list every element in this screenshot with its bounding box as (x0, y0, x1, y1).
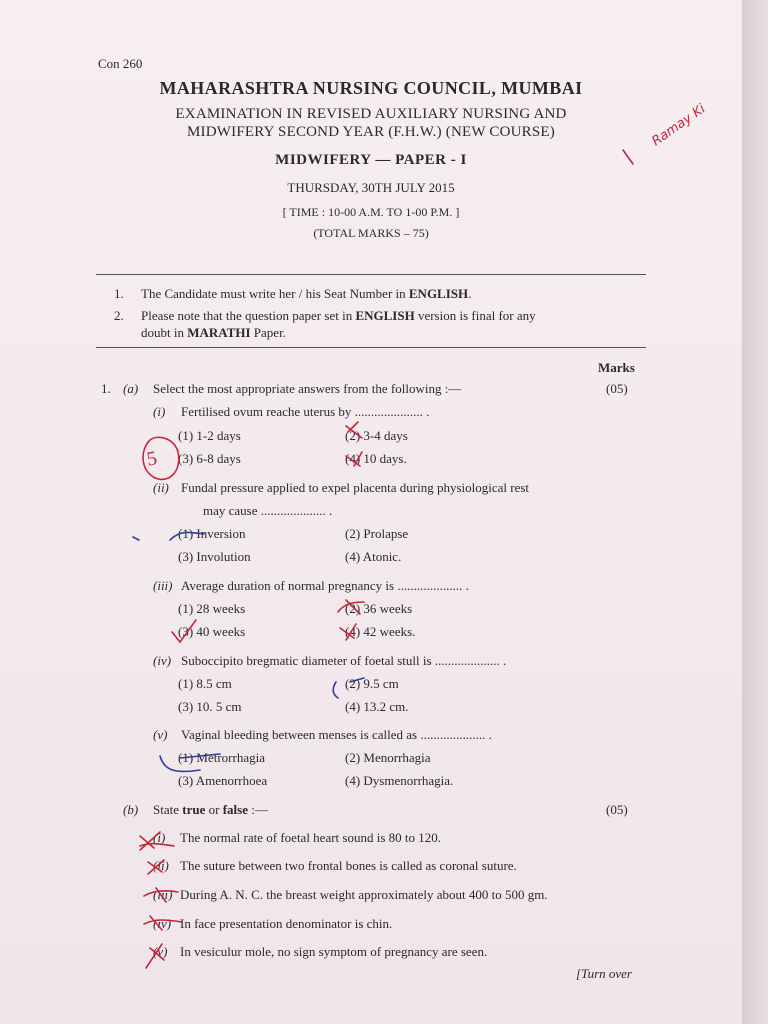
question-b-bold: false (222, 802, 248, 817)
question-number: 1. (101, 381, 111, 396)
paper-title: MIDWIFERY — PAPER - I (275, 152, 467, 168)
divider-bottom (96, 347, 646, 348)
option: (2) 36 weeks (345, 601, 413, 616)
handwritten-signature: Ramay Ki (649, 101, 709, 150)
item-label: (v) (153, 727, 168, 742)
instruction-text: The Candidate must write her / his Seat Number in (141, 286, 409, 301)
exam-date: THURSDAY, 30TH JULY 2015 (287, 180, 455, 195)
item-text: Fertilised ovum reache uterus by ..................... . (181, 404, 430, 419)
exam-time: [ TIME : 10-00 A.M. TO 1-00 P.M. ] (282, 205, 460, 219)
option: (1) Metrorrhagia (178, 750, 265, 765)
option: (1) 8.5 cm (178, 676, 232, 691)
item-label: (ii) (153, 480, 169, 495)
page-edge (742, 0, 768, 1024)
item-label: (v) (153, 944, 168, 959)
option: (1) 1-2 days (178, 428, 241, 443)
item-label: (iv) (153, 653, 172, 668)
question-b-text (153, 802, 268, 818)
total-marks: (TOTAL MARKS – 75) (313, 226, 429, 240)
option: (1) 28 weeks (178, 601, 246, 616)
instruction-text: Please note that the question paper set in (141, 308, 356, 323)
question-b-text-part: :— (247, 802, 268, 817)
statement: The suture between two frontal bones is called as coronal suture. (180, 858, 517, 873)
handwritten-grade: 5 (145, 447, 159, 471)
option: (3) 6-8 days (178, 451, 241, 466)
turn-over-note: [Turn over (576, 966, 632, 981)
option: (4) 10 days. (345, 451, 407, 466)
question-b-text-part: or (205, 802, 223, 817)
option: (3) 40 weeks (178, 624, 246, 639)
item-label: (iv) (153, 916, 172, 931)
item-text: Average duration of normal pregnancy is .................... . (181, 578, 469, 593)
option: (4) Atonic. (345, 549, 402, 564)
instruction-bold: MARATHI (187, 325, 251, 340)
question-part-a: (a) (123, 381, 139, 396)
item-label: (iii) (153, 578, 173, 593)
item-label: (ii) (153, 858, 169, 873)
item-label: (iii) (153, 887, 173, 902)
option: (3) Amenorrhoea (178, 773, 268, 788)
divider-top (96, 274, 646, 275)
question-a-marks: (05) (606, 381, 628, 396)
paper-code: Con 260 (98, 56, 143, 71)
option: (3) Involution (178, 549, 251, 564)
instruction-2-line2 (141, 325, 286, 341)
instruction-2 (141, 308, 536, 324)
instruction-text: . (468, 286, 472, 301)
exam-title-line2: MIDWIFERY SECOND YEAR (F.H.W.) (NEW COURSE) (187, 124, 555, 140)
question-a-text: Select the most appropriate answers from the following :— (153, 381, 462, 396)
question-b-bold: true (182, 802, 206, 817)
item-label: (i) (153, 830, 166, 845)
question-part-b: (b) (123, 802, 139, 817)
instruction-text: version is final for any (414, 308, 536, 323)
instruction-text: doubt in (141, 325, 188, 340)
option: (4) 13.2 cm. (345, 699, 409, 714)
instruction-1 (141, 286, 471, 302)
instruction-bold: ENGLISH (408, 286, 469, 301)
item-text: Vaginal bleeding between menses is called as .................... . (181, 727, 492, 742)
option: (4) 42 weeks. (345, 624, 416, 639)
option: (2) Menorrhagia (345, 750, 431, 765)
instruction-text: Paper. (250, 325, 286, 340)
statement: The normal rate of foetal heart sound is 80 to 120. (180, 830, 442, 845)
instruction-number: 1. (114, 286, 124, 301)
council-title: MAHARASHTRA NURSING COUNCIL, MUMBAI (159, 78, 583, 98)
item-text: Fundal pressure applied to expel placenta during physiological rest (181, 480, 530, 495)
option: (2) 3-4 days (345, 428, 408, 443)
option: (2) Prolapse (345, 526, 409, 541)
option: (2) 9.5 cm (345, 676, 399, 691)
instruction-bold: ENGLISH (355, 308, 415, 323)
marks-heading: Marks (598, 360, 635, 375)
question-b-marks: (05) (606, 802, 628, 817)
exam-title-line1: EXAMINATION IN REVISED AUXILIARY NURSING AND (175, 106, 567, 122)
instruction-number: 2. (114, 308, 124, 323)
statement: During A. N. C. the breast weight approximately about 400 to 500 gm. (180, 887, 548, 902)
option: (3) 10. 5 cm (178, 699, 242, 714)
option: (4) Dysmenorrhagia. (345, 773, 454, 788)
item-text-line2: may cause .................... . (203, 503, 333, 518)
statement: In vesiculur mole, no sign symptom of pregnancy are seen. (180, 944, 488, 959)
statement: In face presentation denominator is chin. (180, 916, 393, 931)
item-label: (i) (153, 404, 166, 419)
item-text: Suboccipito bregmatic diameter of foetal stull is .................... . (181, 653, 507, 668)
question-b-text-part: State (153, 802, 183, 817)
option: (1) Inversion (178, 526, 246, 541)
